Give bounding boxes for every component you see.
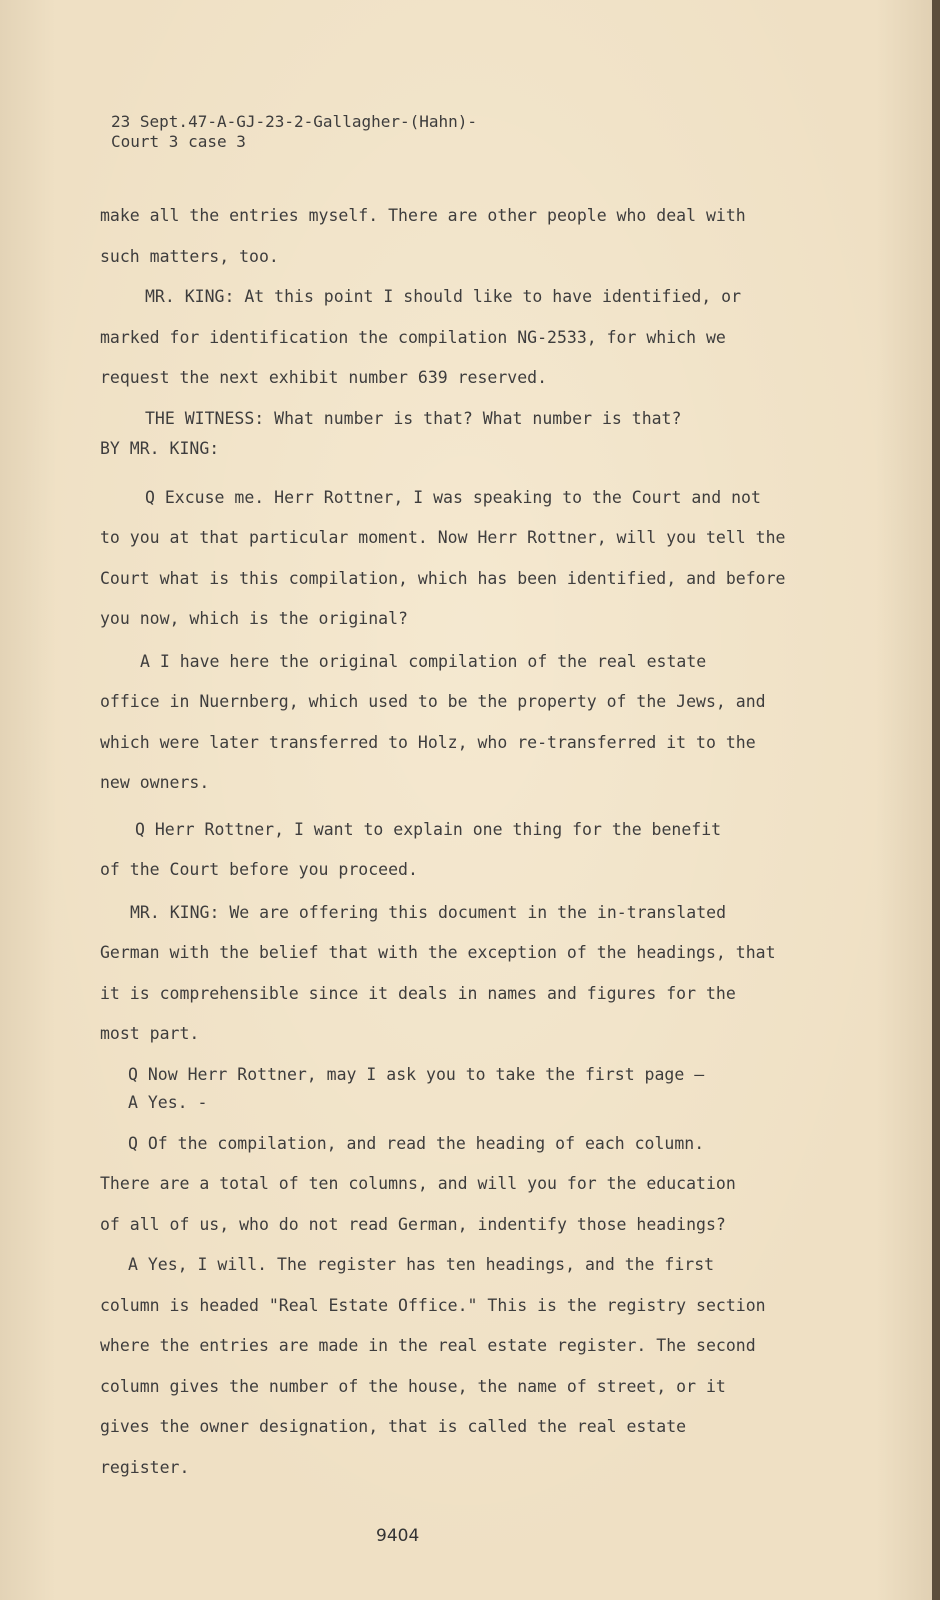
transcript-body xyxy=(100,196,800,1488)
text-line: Q Of the compilation, and read the heading of each column. xyxy=(128,1133,705,1153)
paragraph xyxy=(100,810,800,891)
paragraph xyxy=(100,1124,800,1246)
text-line: Court what is this compilation, which has been identified, and before xyxy=(100,568,786,588)
paragraph xyxy=(100,196,800,277)
paragraph xyxy=(100,1245,800,1488)
text-line: to you at that particular moment. Now Herr Rottner, will you tell the xyxy=(100,528,786,547)
text-line: most part. xyxy=(100,1024,200,1043)
text-line: new owners. xyxy=(100,773,210,792)
text-line: of the Court before you proceed. xyxy=(100,860,418,879)
paragraph xyxy=(100,277,800,399)
text-line: There are a total of ten columns, and will you for the education xyxy=(100,1174,736,1193)
text-line: THE WITNESS: What number is that? What number is that? xyxy=(145,408,682,428)
text-line: Q Excuse me. Herr Rottner, I was speaking to the Court and not xyxy=(145,487,761,507)
text-line: column gives the number of the house, the name of street, or it xyxy=(100,1376,726,1396)
text-line: BY MR. KING: xyxy=(100,439,220,458)
paragraph xyxy=(100,642,800,804)
text-line: MR. KING: At this point I should like to have identified, or xyxy=(145,287,742,306)
text-line: A I have here the original compilation of the real estate xyxy=(140,651,707,671)
page-edge xyxy=(932,0,940,1600)
text-line: gives the owner designation, that is called the real estate xyxy=(100,1417,687,1436)
header-line-1: 23 Sept.47-A-GJ-23-2-Gallagher-(Hahn)- xyxy=(111,112,478,131)
paragraph xyxy=(100,893,800,1055)
text-line: of all of us, who do not read German, indentify those headings? xyxy=(100,1214,726,1234)
text-line: make all the entries myself. There are other people who deal with xyxy=(100,206,746,225)
text-line: Q Now Herr Rottner, may I ask you to take the first page — xyxy=(128,1064,705,1084)
text-line: register. xyxy=(100,1457,190,1477)
document-header xyxy=(111,112,477,152)
page-number: 9404 xyxy=(376,1526,420,1546)
text-line: you now, which is the original? xyxy=(100,609,408,628)
text-line: German with the belief that with the exception of the headings, that xyxy=(100,943,776,962)
paragraph xyxy=(100,478,800,640)
text-line: A Yes. - xyxy=(128,1093,208,1112)
header-line-2: Court 3 case 3 xyxy=(111,132,246,151)
text-line: Q Herr Rottner, I want to explain one thing for the benefit xyxy=(135,819,722,839)
text-line: office in Nuernberg, which used to be the property of the Jews, and xyxy=(100,692,766,711)
text-line: request the next exhibit number 639 reserved. xyxy=(100,368,548,387)
text-line: it is comprehensible since it deals in names and figures for the xyxy=(100,983,736,1003)
text-line: column is headed "Real Estate Office." This is the registry section xyxy=(100,1295,766,1315)
text-line: MR. KING: We are offering this document in the in-translated xyxy=(130,902,727,922)
text-line: which were later transferred to Holz, who re-transferred it to the xyxy=(100,732,756,752)
paragraph xyxy=(100,1055,800,1124)
text-line: where the entries are made in the real estate register. The second xyxy=(100,1336,756,1355)
text-line: marked for identification the compilation NG-2533, for which we xyxy=(100,327,726,347)
text-line: A Yes, I will. The register has ten headings, and the first xyxy=(128,1255,715,1274)
text-line: such matters, too. xyxy=(100,246,279,266)
